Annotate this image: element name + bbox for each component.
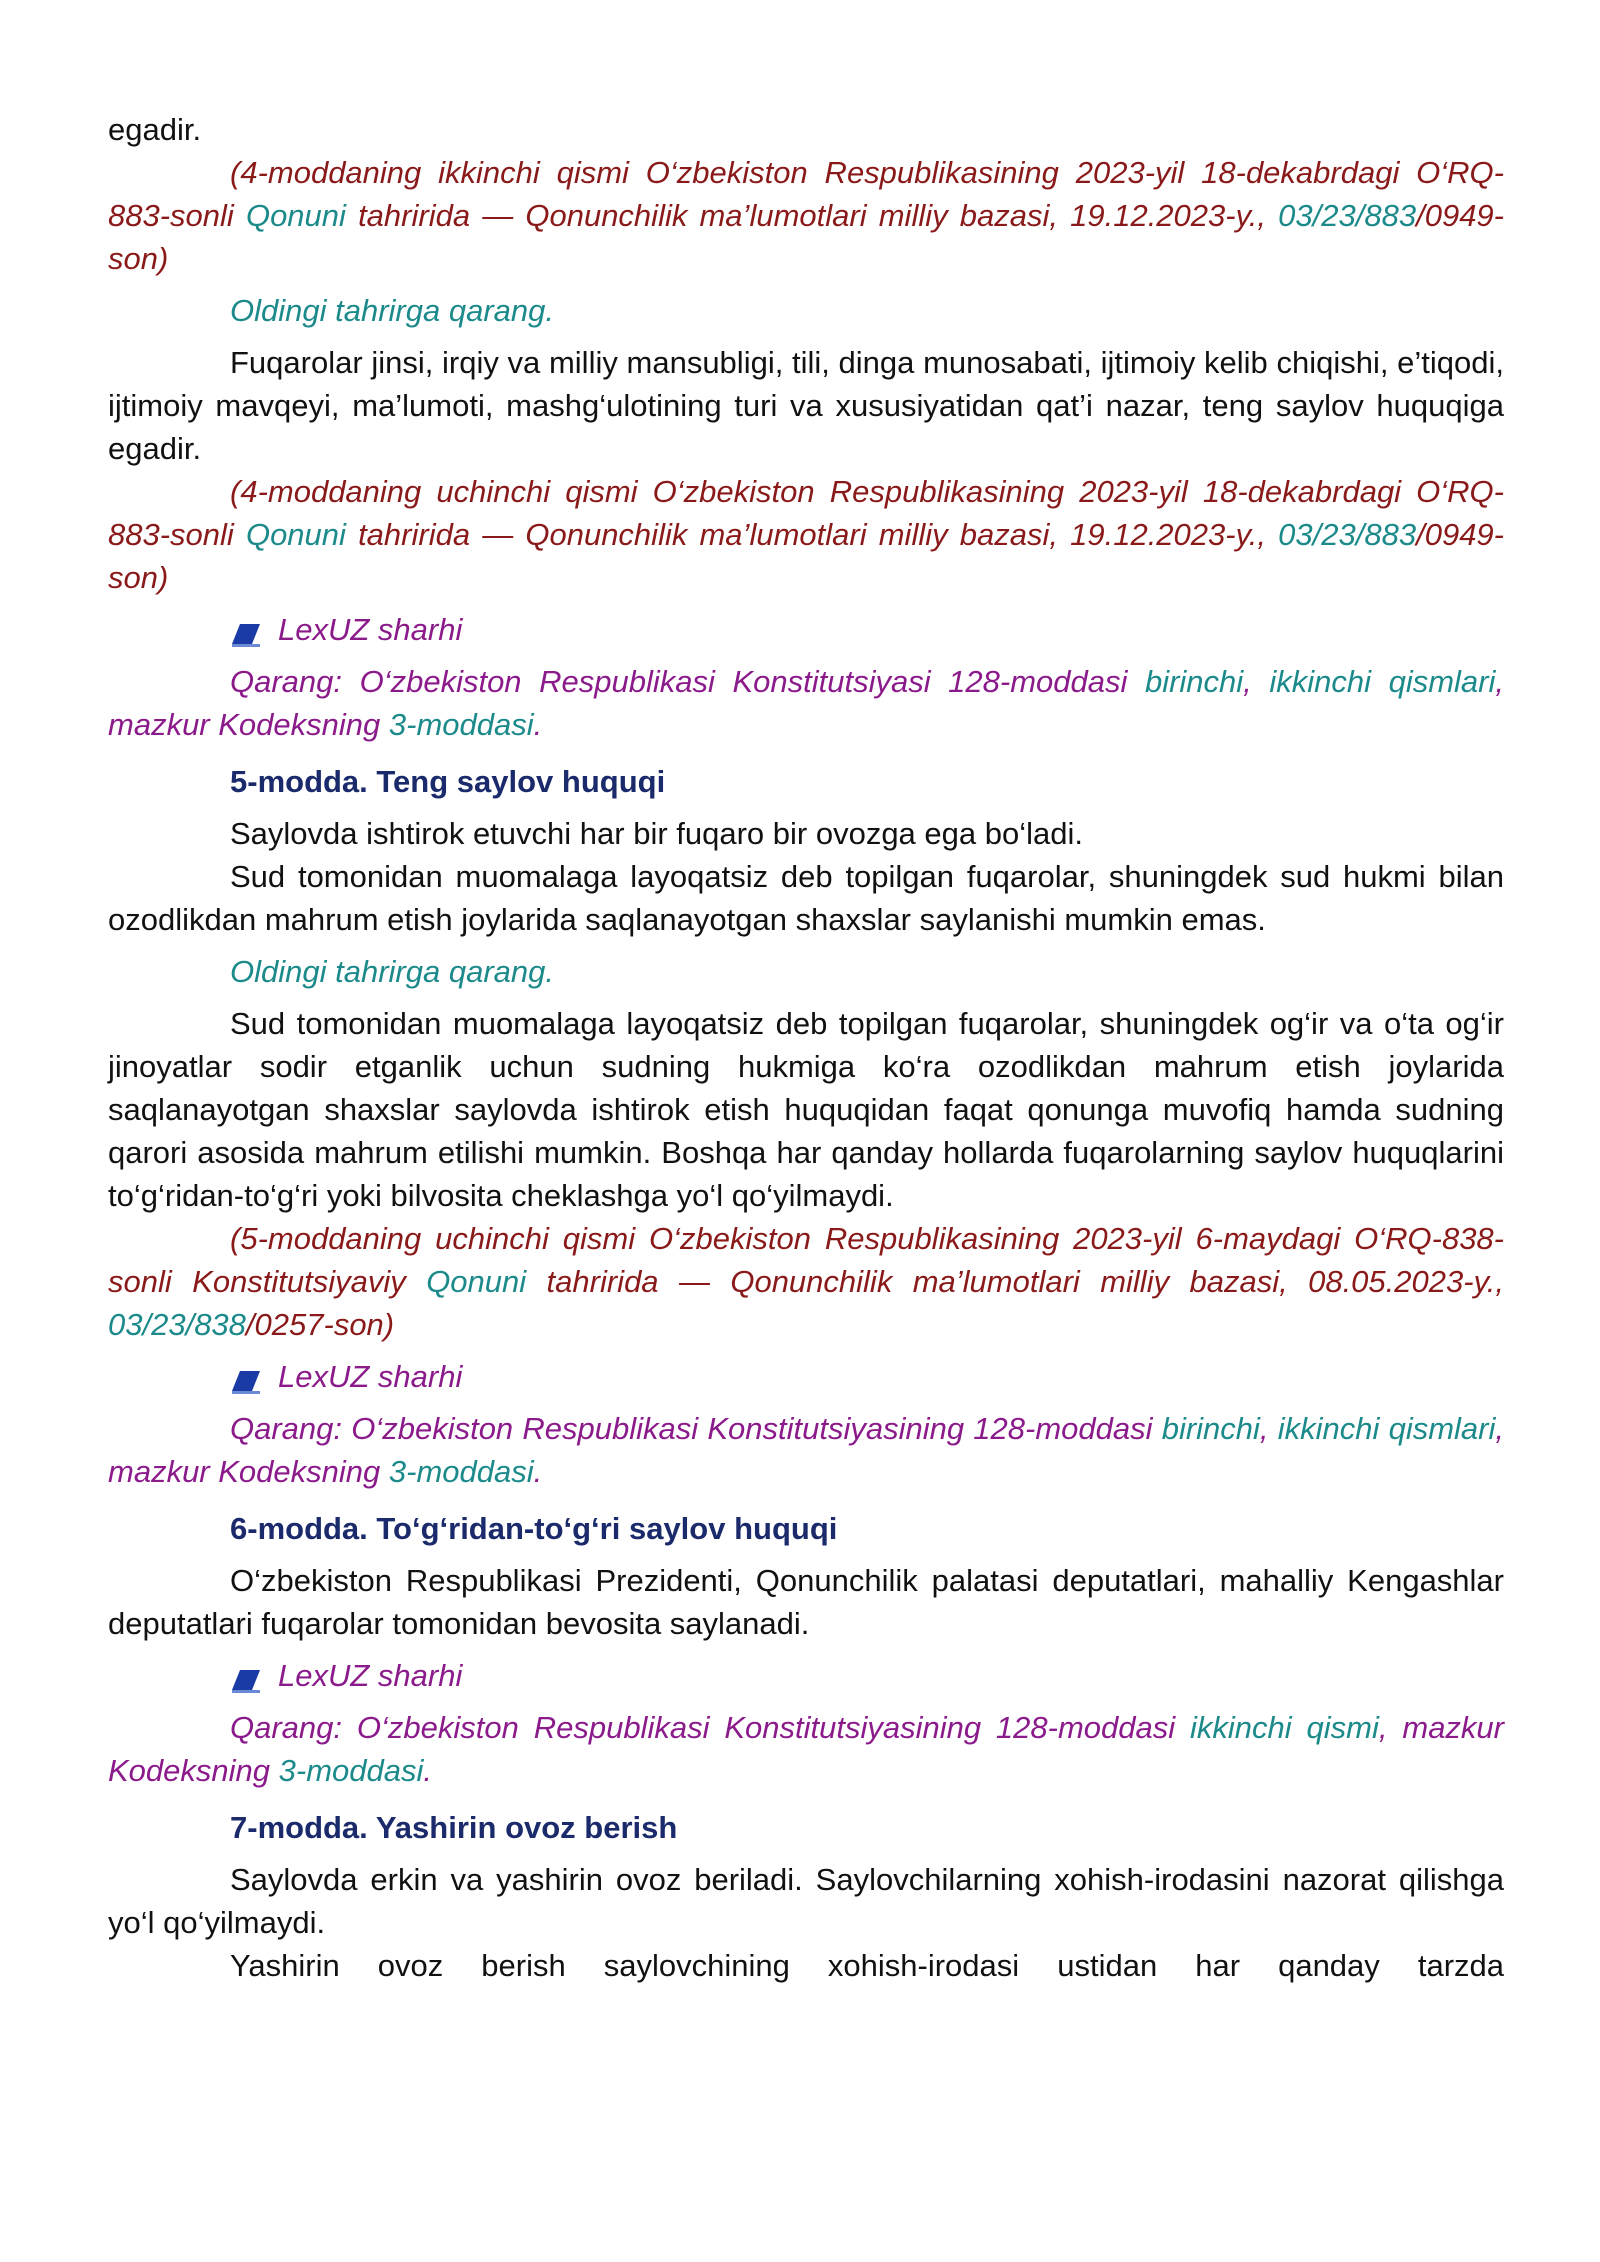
lexuz-label: LexUZ sharhi: [278, 612, 463, 647]
old-edition-link[interactable]: Oldingi tahrirga qarang.: [230, 293, 554, 328]
law-link[interactable]: Qonuni: [245, 517, 346, 552]
note-text: (5-moddaning uchinchi qismi O‘zbekiston Respublikasining 2023-yil 6-maydagi O‘RQ-838-sonli Konstitutsiyaviy: [108, 1221, 1504, 1299]
amendment-note-4-2: [108, 151, 1504, 280]
law-link[interactable]: Qonuni: [426, 1264, 527, 1299]
amendment-note-4-3: [108, 470, 1504, 599]
paragraph-equal-suffrage: Fuqarolar jinsi, irqiy va milliy mansubligi, tili, dinga munosabati, ijtimoiy kelib chiqishi, e’tiqodi, ijtimoiy mavqeyi, ma’lumoti, mashg‘ulotining turi va xususiyatidan qat’i nazar, teng saylov huquqiga egadir.: [108, 345, 1504, 466]
reference-link[interactable]: 3-moddasi: [278, 1753, 424, 1788]
lexuz-commentary-toggle[interactable]: [230, 1654, 1504, 1697]
lexuz-commentary-toggle[interactable]: [230, 1355, 1504, 1398]
article-6-heading: 6-modda. To‘g‘ridan-to‘g‘ri saylov huquqi: [230, 1511, 838, 1546]
paragraph-direct-election: O‘zbekiston Respublikasi Prezidenti, Qonunchilik palatasi deputatlari, mahalliy Kengashlar deputatlari fuqarolar tomonidan bevosita saylanadi.: [108, 1563, 1504, 1641]
paragraph-5-3: Sud tomonidan muomalaga layoqatsiz deb topilgan fuqarolar, shuningdek og‘ir va o‘ta og‘ir jinoyatlar sodir etganlik uchun sudning hukmiga ko‘ra ozodlikdan mahrum etish joylarida saqlanayotgan shaxslar saylovda ishtirok etish huquqidan faqat qonunga muvofiq hamda sudning qarori asosida mahrum etilishi mumkin. Boshqa har qanday hollarda fuqarolarning saylov huquqlarini to‘g‘ridan-to‘g‘ri yoki bilvosita cheklashga yo‘l qo‘yilmaydi.: [108, 1006, 1504, 1213]
article-5-heading: 5-modda. Teng saylov huquqi: [230, 764, 666, 799]
paragraph-secret-ballot: Saylovda erkin va yashirin ovoz beriladi. Saylovchilarning xohish-irodasini nazorat qilishga yo‘l qo‘yilmaydi.: [108, 1862, 1504, 1940]
commentary-icon: [230, 1662, 270, 1690]
reference-link[interactable]: birinchi: [1161, 1411, 1260, 1446]
reference-link[interactable]: birinchi: [1144, 664, 1244, 699]
reference-link[interactable]: 3-moddasi: [388, 1454, 534, 1489]
lexuz-commentary-toggle[interactable]: [230, 608, 1504, 651]
commentary-icon: [230, 616, 270, 644]
paragraph-egadir: egadir.: [108, 112, 202, 147]
note-text: (4-moddaning uchinchi qismi O‘zbekiston Respublikasining 2023-yil 18-dekabrdagi O‘RQ-883-sonli: [108, 474, 1504, 552]
note-text: /0257-son): [245, 1307, 395, 1342]
commentary-icon: [230, 1363, 270, 1391]
note-text: tahririda — Qonunchilik ma’lumotlari milliy bazasi, 08.05.2023-y.,: [526, 1264, 1504, 1299]
reference-link[interactable]: ikkinchi qismlari: [1277, 1411, 1496, 1446]
law-link[interactable]: Qonuni: [245, 198, 346, 233]
lexuz-label: LexUZ sharhi: [278, 1658, 463, 1693]
database-link[interactable]: 03/23/883: [1278, 517, 1417, 552]
paragraph-old-5-3: Sud tomonidan muomalaga layoqatsiz deb topilgan fuqarolar, shuningdek sud hukmi bilan ozodlikdan mahrum etish joylarida saqlanayotgan shaxslar saylanishi mumkin emas.: [108, 859, 1504, 937]
reference-link[interactable]: ikkinchi qismlari: [1269, 664, 1496, 699]
note-text: (4-moddaning ikkinchi qismi O‘zbekiston Respublikasining 2023-yil 18-dekabrdagi O‘RQ-883-sonli: [108, 155, 1504, 233]
note-text: tahririda — Qonunchilik ma’lumotlari milliy bazasi, 19.12.2023-y.,: [345, 198, 1279, 233]
database-link[interactable]: 03/23/838: [108, 1307, 246, 1342]
commentary-4: Qarang: O‘zbekiston Respublikasi Konstitutsiyasi 128-moddasi birinchi, ikkinchi qismlari, mazkur Kodeksning 3-moddasi.: [108, 664, 1504, 742]
article-7-heading: 7-modda. Yashirin ovoz berish: [230, 1810, 678, 1845]
note-text: /0949-son): [108, 517, 1504, 595]
lexuz-label: LexUZ sharhi: [278, 1359, 463, 1394]
paragraph-one-vote: Saylovda ishtirok etuvchi har bir fuqaro bir ovozga ega bo‘ladi.: [230, 816, 1083, 851]
commentary-5: Qarang: O‘zbekiston Respublikasi Konstitutsiyasining 128-moddasi birinchi, ikkinchi qismlari, mazkur Kodeksning 3-moddasi.: [108, 1411, 1505, 1489]
reference-link[interactable]: ikkinchi qismi: [1190, 1710, 1379, 1745]
amendment-note-5-3: [108, 1217, 1504, 1346]
note-text: /0949-son): [108, 198, 1504, 276]
note-text: tahririda — Qonunchilik ma’lumotlari milliy bazasi, 19.12.2023-y.,: [345, 517, 1279, 552]
paragraph-secret-ballot-2: Yashirin ovoz berish saylovchining xohish-irodasi ustidan har qanday tarzda: [230, 1948, 1504, 1983]
database-link[interactable]: 03/23/883: [1278, 198, 1417, 233]
old-edition-link[interactable]: Oldingi tahrirga qarang.: [230, 954, 554, 989]
reference-link[interactable]: 3-moddasi: [388, 707, 534, 742]
commentary-6: Qarang: O‘zbekiston Respublikasi Konstitutsiyasining 128-moddasi ikkinchi qismi, mazkur Kodeksning 3-moddasi.: [108, 1710, 1504, 1788]
